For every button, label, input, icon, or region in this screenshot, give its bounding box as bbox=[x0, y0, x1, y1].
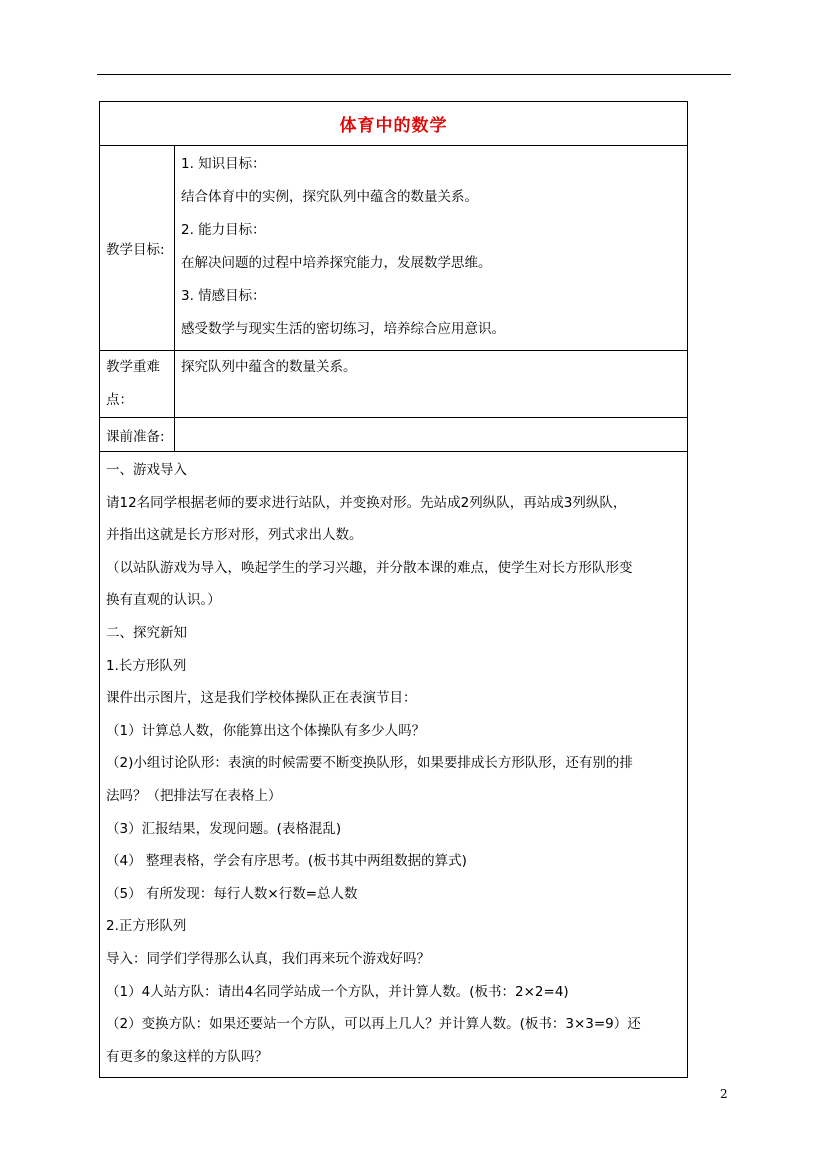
body-cell bbox=[100, 452, 688, 1078]
key-points-label-line2: 点： bbox=[106, 392, 133, 408]
title-cell bbox=[100, 102, 688, 146]
title-row bbox=[100, 102, 688, 146]
objective-line: 结合体育中的实例，探究队列中蕴含的数量关系。 bbox=[181, 189, 478, 205]
objectives-content-cell bbox=[175, 146, 688, 351]
key-points-content-cell bbox=[175, 351, 688, 418]
preparation-label: 课前准备: bbox=[106, 428, 165, 445]
objective-line: 在解决问题的过程中培养探究能力，发展数学思维。 bbox=[181, 255, 492, 271]
preparation-label-cell bbox=[100, 418, 175, 452]
preparation-content-cell bbox=[175, 418, 688, 452]
objective-line: 感受数学与现实生活的密切练习，培养综合应用意识。 bbox=[181, 321, 505, 337]
body-line: 换有直观的认识。） bbox=[106, 592, 221, 609]
body-line: 课件出示图片，这是我们学校体操队正在表演节目： bbox=[106, 690, 417, 707]
objectives-row bbox=[100, 146, 688, 351]
body-line: （1）计算总人数，你能算出这个体操队有多少人吗？ bbox=[106, 722, 426, 739]
key-points-label-cell bbox=[100, 351, 175, 418]
body-line: 请12名同学根据老师的要求进行站队，并变换对形。先站成2列纵队，再站成3列纵队， bbox=[106, 494, 627, 511]
body-line: 二、探究新知 bbox=[106, 624, 187, 641]
body-row bbox=[100, 452, 688, 1078]
body-line: （2）变换方队：如果还要站一个方队，可以再上几人？并计算人数。(板书：3×3=9）还 bbox=[106, 1016, 641, 1033]
objective-line: 1. 知识目标： bbox=[181, 156, 266, 172]
document-title: 体育中的数学 bbox=[339, 116, 448, 136]
key-points-content: 探究队列中蕴含的数量关系。 bbox=[181, 359, 357, 375]
body-line: （1）4人站方队：请出4名同学站成一个方队，并计算人数。(板书：2×2=4) bbox=[106, 983, 569, 1000]
key-points-row bbox=[100, 351, 688, 418]
objective-line: 2. 能力目标： bbox=[181, 222, 266, 238]
preparation-row bbox=[100, 418, 688, 452]
lesson-plan-table bbox=[99, 101, 688, 1078]
body-line: 1.长方形队列 bbox=[106, 657, 187, 674]
body-line: 一、游戏导入 bbox=[106, 462, 187, 478]
body-line: 法吗？（把排法写在表格上） bbox=[106, 787, 282, 804]
body-line: 2.正方形队列 bbox=[106, 918, 187, 935]
body-line: （2)小组讨论队形：表演的时候需要不断变换队形，如果要排成长方形队形，还有别的排 bbox=[106, 755, 633, 772]
objectives-label-cell bbox=[100, 146, 175, 351]
body-line: （4） 整理表格，学会有序思考。(板书其中两组数据的算式) bbox=[106, 853, 467, 870]
objective-line: 3. 情感目标： bbox=[181, 288, 266, 304]
body-line: （以站队游戏为导入，唤起学生的学习兴趣，并分散本课的难点，使学生对长方形队形变 bbox=[106, 559, 633, 576]
page-number: 2 bbox=[720, 1087, 728, 1101]
body-line: 并指出这就是长方形对形，列式求出人数。 bbox=[106, 527, 363, 544]
body-line: （3）汇报结果，发现问题。(表格混乱) bbox=[106, 820, 342, 837]
key-points-label-line1: 教学重难 bbox=[106, 359, 160, 375]
body-line: 导入：同学们学得那么认真，我们再来玩个游戏好吗？ bbox=[106, 950, 430, 967]
body-line: 有更多的象这样的方队吗？ bbox=[106, 1048, 268, 1065]
body-line: （5） 有所发现：每行人数×行数=总人数 bbox=[106, 885, 358, 902]
objectives-label: 教学目标: bbox=[106, 242, 165, 258]
header-rule bbox=[97, 74, 731, 75]
